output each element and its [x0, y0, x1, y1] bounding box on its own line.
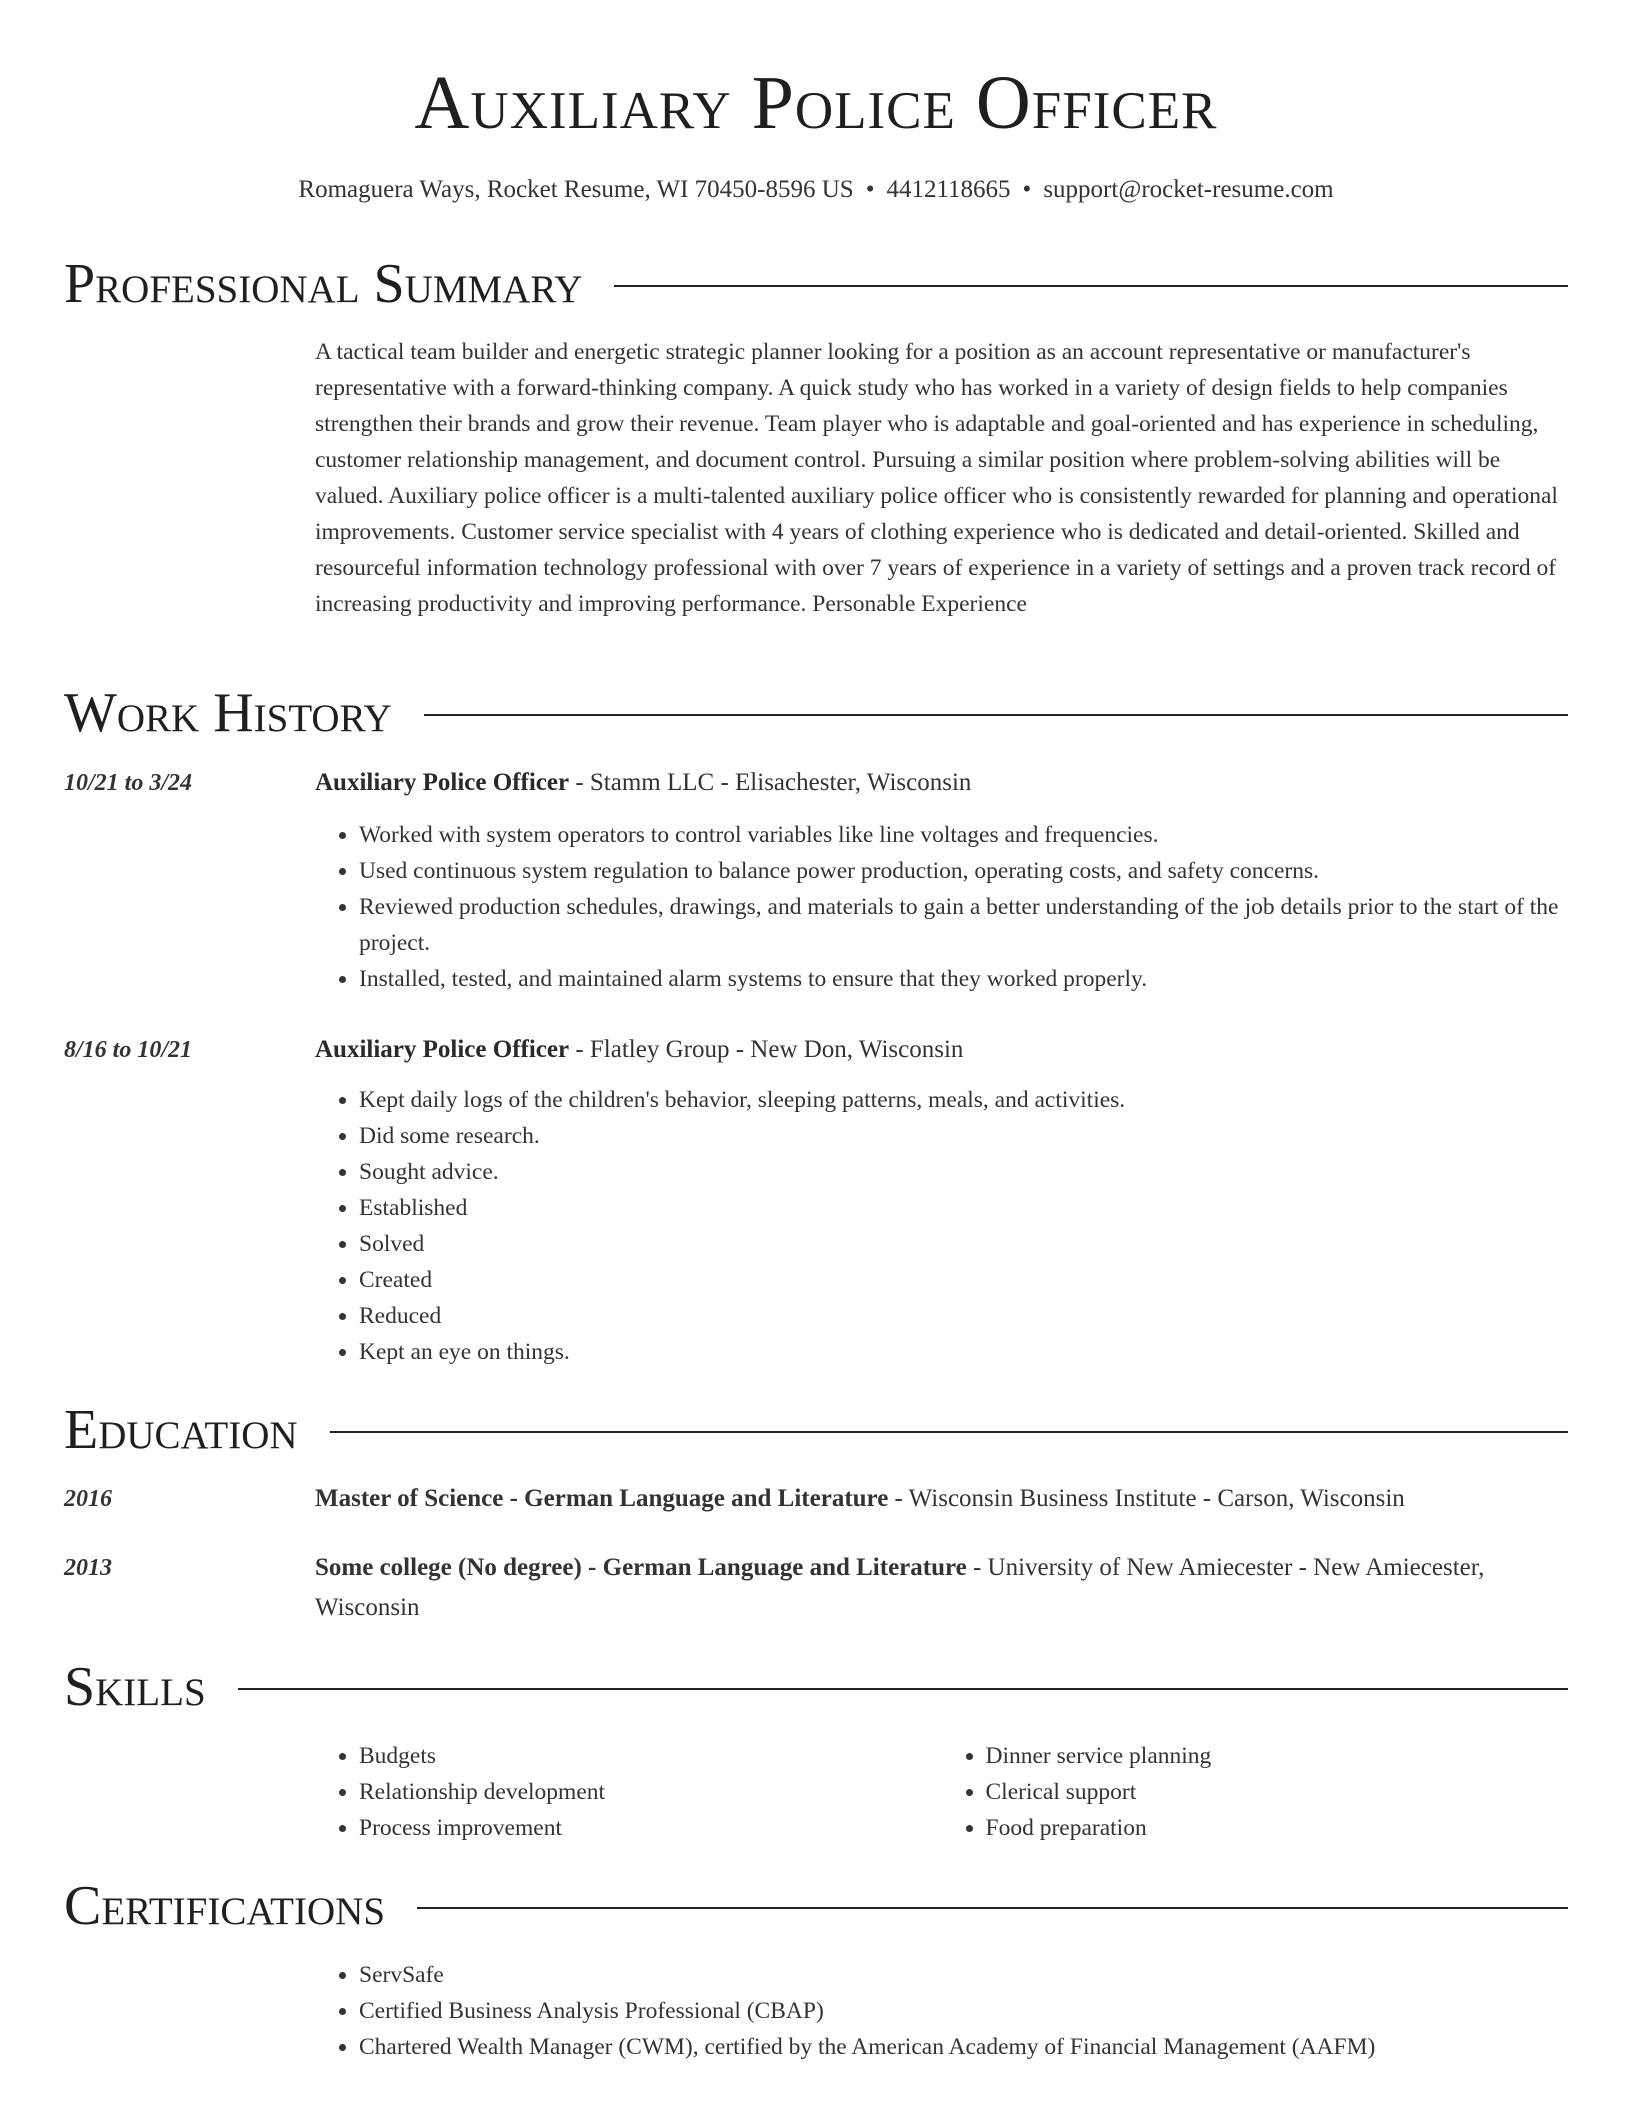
contact-line — [64, 174, 1568, 206]
section-divider — [614, 285, 1568, 287]
summary-section-header — [64, 252, 1568, 316]
skill-item: • Process improvement — [359, 1810, 942, 1846]
job-duty: • Kept an eye on things. — [359, 1334, 1568, 1370]
resume-page — [64, 0, 1568, 2060]
skills-section-header — [64, 1655, 1568, 1719]
job-duty: • Established — [359, 1190, 1568, 1226]
education-line — [315, 1479, 1568, 1519]
job-duty: • Did some research. — [359, 1118, 1568, 1154]
education-entry — [315, 1548, 1568, 1628]
contact-phone: 4412118665 — [886, 176, 1011, 203]
job-duty: • Installed, tested, and maintained alarm systems to ensure that they worked properly. — [359, 961, 1568, 997]
job-duty: • Created — [359, 1262, 1568, 1298]
section-divider — [330, 1431, 1568, 1433]
education-entry — [315, 1479, 1568, 1519]
work-history-section-header — [64, 681, 1568, 745]
candidate-name: Auxiliary Police Officer — [414, 61, 1218, 145]
education-year: 2016 — [64, 1486, 112, 1512]
skill-item: • Clerical support — [986, 1774, 1569, 1810]
job-duties-list — [315, 817, 1568, 997]
certifications-section-header — [64, 1874, 1568, 1938]
skills-list-left — [315, 1738, 942, 1846]
education-degree: Some college (No degree) - German Language and Literature — [315, 1554, 967, 1581]
skill-item: • Dinner service planning — [986, 1738, 1569, 1774]
job-entry — [315, 763, 1568, 997]
education-year: 2013 — [64, 1555, 112, 1581]
education-heading: Education — [64, 1399, 298, 1461]
job-title-line — [315, 763, 1568, 803]
section-divider — [238, 1688, 1568, 1690]
job-dates: 8/16 to 10/21 — [64, 1037, 193, 1063]
job-title-line — [315, 1030, 1568, 1070]
skill-item: • Relationship development — [359, 1774, 942, 1810]
education-line — [315, 1548, 1568, 1628]
skills-list-right — [942, 1738, 1569, 1846]
job-duty: • Used continuous system regulation to balance power production, operating costs, and safety concerns. — [359, 853, 1568, 889]
certifications-heading: Certifications — [64, 1875, 386, 1937]
summary-text: A tactical team builder and energetic strategic planner looking for a position as an account representative or manufacturer's representative with a forward-thinking company. A quick study who has worked in a variety of design fields to help companies strengthen their brands and grow their revenue. Team player who is adaptable and goal-oriented and has experience in scheduling, customer relationship management, and document control. Pursuing a similar position where problem-solving abilities will be valued. Auxiliary police officer is a multi-talented auxiliary police officer who is consistently rewarded for planning and operational improvements. Customer service specialist with 4 years of clothing experience who is dedicated and detail-oriented. Skilled and resourceful information technology professional with over 7 years of experience in a variety of settings and a proven track record of increasing productivity and improving performance. Personable Experience — [315, 339, 1558, 617]
summary-body — [315, 334, 1568, 622]
certification-item: • Chartered Wealth Manager (CWM), certified by the American Academy of Financial Management (AAFM) — [359, 2029, 1568, 2065]
section-divider — [417, 1907, 1568, 1909]
certifications-body — [315, 1957, 1568, 2065]
education-section-header — [64, 1398, 1568, 1462]
job-duty: • Kept daily logs of the children's behavior, sleeping patterns, meals, and activities. — [359, 1082, 1568, 1118]
work-history-heading: Work History — [64, 682, 392, 744]
job-company: - Flatley Group - New Don, Wisconsin — [569, 1036, 964, 1063]
job-dates: 10/21 to 3/24 — [64, 770, 193, 796]
skills-columns — [315, 1738, 1568, 1846]
job-duty: • Worked with system operators to control variables like line voltages and frequencies. — [359, 817, 1568, 853]
certification-item: • Certified Business Analysis Professional (CBAP) — [359, 1993, 1568, 2029]
contact-separator: • — [865, 176, 875, 203]
contact-separator: • — [1022, 176, 1032, 203]
skills-heading: Skills — [64, 1656, 206, 1718]
job-duty: • Solved — [359, 1226, 1568, 1262]
education-school: - University of New Amiecester - New Amiecester, Wisconsin — [315, 1554, 1485, 1621]
job-entry — [315, 1030, 1568, 1370]
job-duty: • Sought advice. — [359, 1154, 1568, 1190]
skill-item: • Food preparation — [986, 1810, 1569, 1846]
job-title: Auxiliary Police Officer — [315, 1036, 570, 1063]
contact-address: Romaguera Ways, Rocket Resume, WI 70450-8596 US — [298, 176, 854, 203]
section-divider — [424, 714, 1568, 716]
contact-email: support@rocket-resume.com — [1043, 176, 1334, 203]
job-company: - Stamm LLC - Elisachester, Wisconsin — [569, 769, 972, 796]
certification-item: • ServSafe — [359, 1957, 1568, 1993]
education-degree: Master of Science - German Language and Literature — [315, 1485, 889, 1512]
education-school: - Wisconsin Business Institute - Carson, Wisconsin — [888, 1485, 1405, 1512]
summary-heading: Professional Summary — [64, 253, 583, 315]
job-title: Auxiliary Police Officer — [315, 769, 570, 796]
certifications-list — [315, 1957, 1568, 2065]
job-duties-list — [315, 1082, 1568, 1370]
skill-item: • Budgets — [359, 1738, 942, 1774]
job-duty: • Reviewed production schedules, drawings, and materials to gain a better understanding of the job details prior to the start of the project. — [359, 889, 1568, 961]
job-duty: • Reduced — [359, 1298, 1568, 1334]
skills-body — [315, 1738, 1568, 1846]
